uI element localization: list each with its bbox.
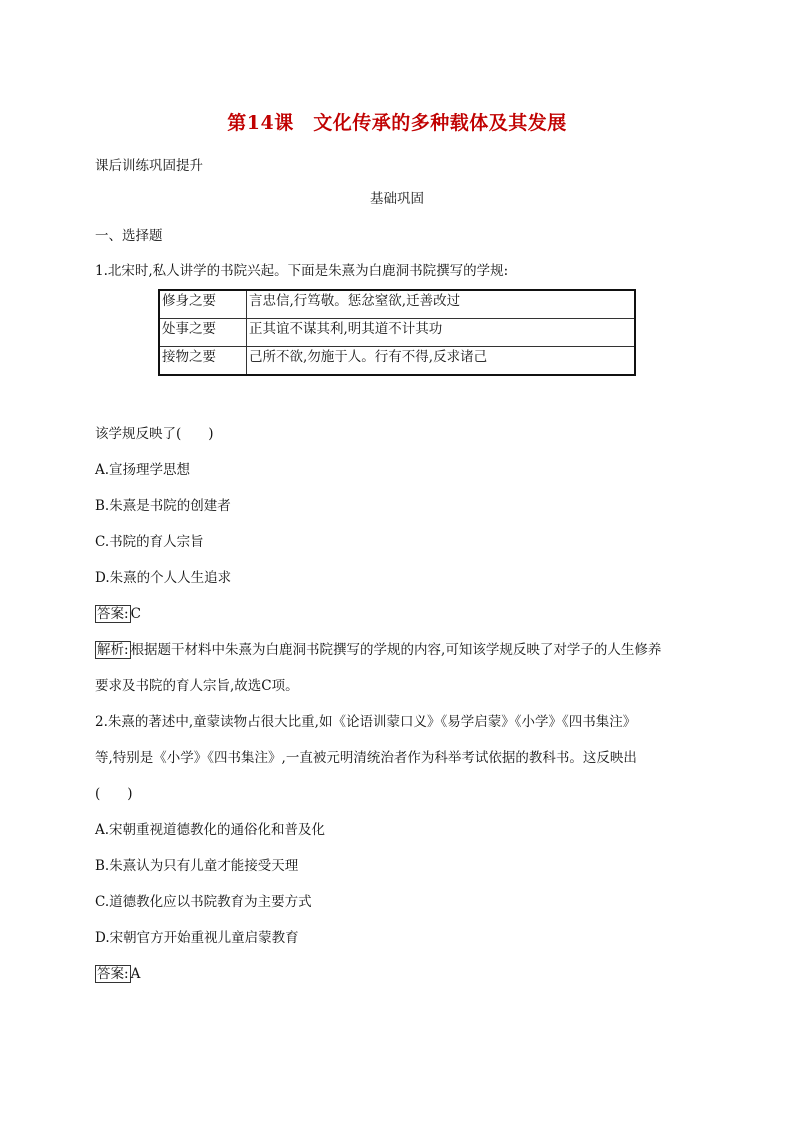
q2-option-b: B.朱熹认为只有儿童才能接受天理 (95, 858, 299, 874)
table-row (159, 290, 635, 319)
q1-answer (95, 604, 141, 624)
q2-answer (95, 964, 140, 984)
q1-option-d: D.朱熹的个人人生追求 (95, 570, 232, 586)
q2-stem-line1: 2.朱熹的著述中,童蒙读物占很大比重,如《论语训蒙口义》《易学启蒙》《小学》《四书集注》 (95, 714, 637, 730)
table-cell: 修身之要 (159, 290, 247, 319)
q1-stem: 1.北宋时,私人讲学的书院兴起。下面是朱熹为白鹿洞书院撰写的学规: (95, 263, 509, 279)
analysis-text: 根据题干材料中朱熹为白鹿洞书院撰写的学规的内容,可知该学规反映了对学子的人生修养 (130, 642, 662, 658)
q2-option-d: D.宋朝官方开始重视儿童启蒙教育 (95, 930, 299, 946)
q1-analysis-line1 (95, 640, 661, 660)
answer-value: C (130, 606, 141, 622)
table-cell: 言忠信,行笃敬。惩忿窒欲,迁善改过 (247, 290, 636, 319)
answer-value: A (130, 966, 141, 982)
subtitle: 课后训练巩固提升 (95, 158, 203, 174)
q2-stem-line3: ( ) (95, 786, 133, 802)
table-cell: 接物之要 (159, 347, 247, 376)
answer-label: 答案: (97, 606, 129, 622)
q1-option-b: B.朱熹是书院的创建者 (95, 498, 231, 514)
q1-option-a: A.宣扬理学思想 (95, 462, 191, 478)
rules-table (158, 289, 636, 376)
table-row (159, 319, 635, 347)
q2-stem-line2: 等,特别是《小学》《四书集注》,一直被元明清统治者作为科举考试依据的教科书。这反映出 (95, 750, 637, 766)
table-cell: 正其谊不谋其利,明其道不计其功 (247, 319, 636, 347)
answer-label: 答案: (97, 966, 129, 982)
part-heading: 一、选择题 (95, 228, 163, 244)
page-title: 第14课 文化传承的多种载体及其发展 (227, 112, 567, 134)
table-row (159, 347, 635, 376)
q1-analysis-line2: 要求及书院的育人宗旨,故选C项。 (95, 678, 299, 694)
q1-option-c: C.书院的育人宗旨 (95, 534, 204, 550)
section-heading: 基础巩固 (370, 191, 424, 207)
analysis-label: 解析: (97, 642, 129, 658)
q1-question: 该学规反映了( ) (95, 426, 214, 442)
table-cell: 己所不欲,勿施于人。行有不得,反求诸己 (247, 347, 636, 376)
table-cell: 处事之要 (159, 319, 247, 347)
q2-option-c: C.道德教化应以书院教育为主要方式 (95, 894, 312, 910)
q2-option-a: A.宋朝重视道德教化的通俗化和普及化 (95, 822, 326, 838)
